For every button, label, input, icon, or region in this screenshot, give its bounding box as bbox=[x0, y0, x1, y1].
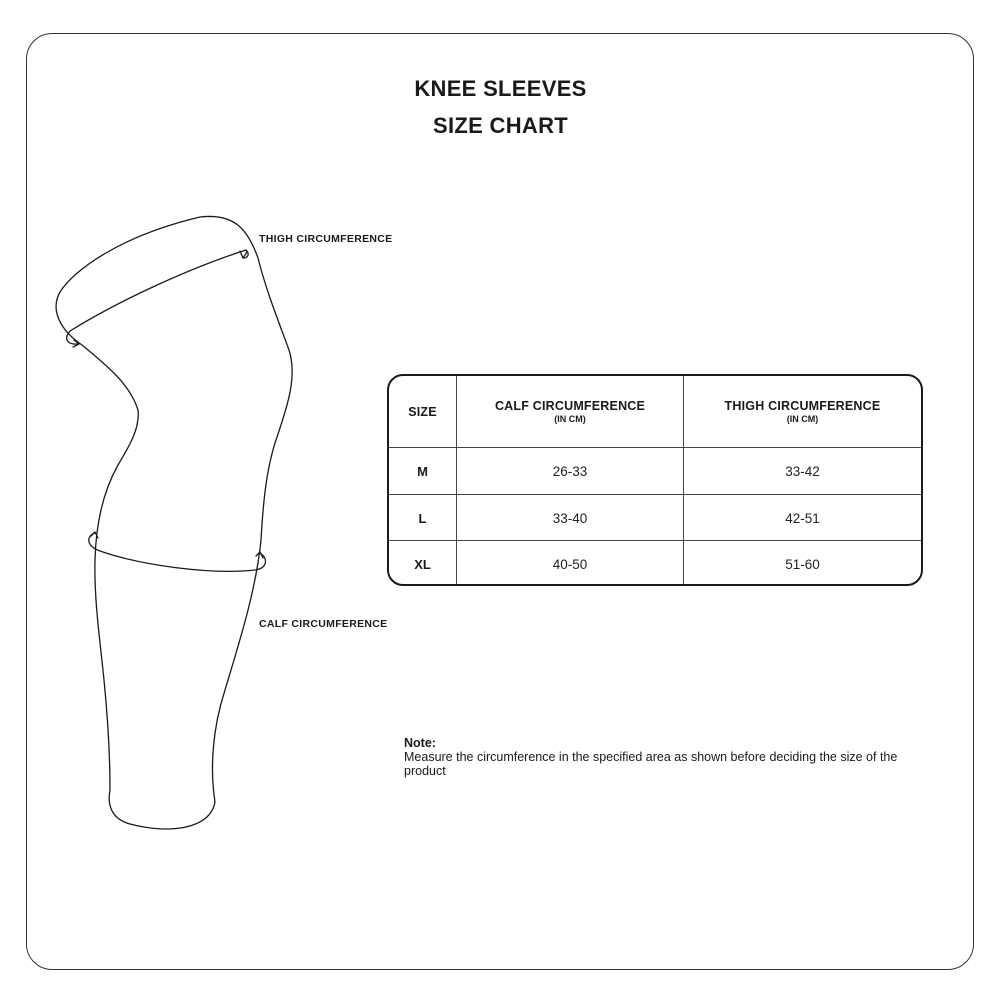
calf-value: 33-40 bbox=[552, 510, 588, 526]
thigh-circumference-label: THIGH CIRCUMFERENCE bbox=[259, 233, 393, 245]
thigh-cell bbox=[684, 495, 921, 541]
size-value: L bbox=[418, 510, 427, 526]
thigh-cell bbox=[684, 448, 921, 495]
page-subtitle: SIZE CHART bbox=[433, 113, 568, 138]
header-size-label: SIZE bbox=[408, 404, 437, 419]
thigh-cell bbox=[684, 541, 921, 586]
header-size bbox=[389, 376, 457, 447]
table-row bbox=[389, 447, 921, 495]
table-header-row bbox=[389, 376, 921, 447]
thigh-value: 51-60 bbox=[785, 556, 820, 572]
thigh-band bbox=[70, 250, 246, 331]
calf-cell bbox=[457, 448, 684, 495]
thigh-value: 42-51 bbox=[785, 510, 820, 526]
sleeve-outline bbox=[56, 216, 292, 829]
table-row bbox=[389, 494, 921, 541]
page-title: KNEE SLEEVES bbox=[414, 76, 587, 101]
header-thigh bbox=[684, 376, 921, 447]
size-cell bbox=[389, 541, 457, 586]
note bbox=[404, 736, 914, 778]
header-thigh-unit: (IN CM) bbox=[786, 414, 819, 424]
thigh-value: 33-42 bbox=[785, 464, 820, 479]
calf-value: 40-50 bbox=[552, 556, 588, 572]
note-text: Measure the circumference in the specified area as shown before deciding the size of the product bbox=[404, 750, 898, 778]
calf-cell bbox=[457, 495, 684, 541]
size-cell bbox=[389, 448, 457, 495]
knee-sleeve-icon bbox=[40, 200, 340, 850]
calf-band bbox=[89, 533, 266, 571]
note-label: Note: bbox=[404, 736, 436, 750]
size-value: XL bbox=[414, 556, 431, 572]
table-row bbox=[389, 540, 921, 586]
header-thigh-label: THIGH CIRCUMFERENCE bbox=[724, 399, 881, 413]
header-calf-unit: (IN CM) bbox=[554, 414, 586, 424]
size-table bbox=[387, 374, 923, 586]
calf-value: 26-33 bbox=[552, 464, 588, 479]
calf-circumference-label: CALF CIRCUMFERENCE bbox=[259, 618, 388, 630]
size-cell bbox=[389, 495, 457, 541]
header-calf-label: CALF CIRCUMFERENCE bbox=[494, 399, 646, 413]
calf-cell bbox=[457, 541, 684, 586]
header-calf bbox=[457, 376, 684, 447]
size-value: M bbox=[417, 464, 428, 479]
